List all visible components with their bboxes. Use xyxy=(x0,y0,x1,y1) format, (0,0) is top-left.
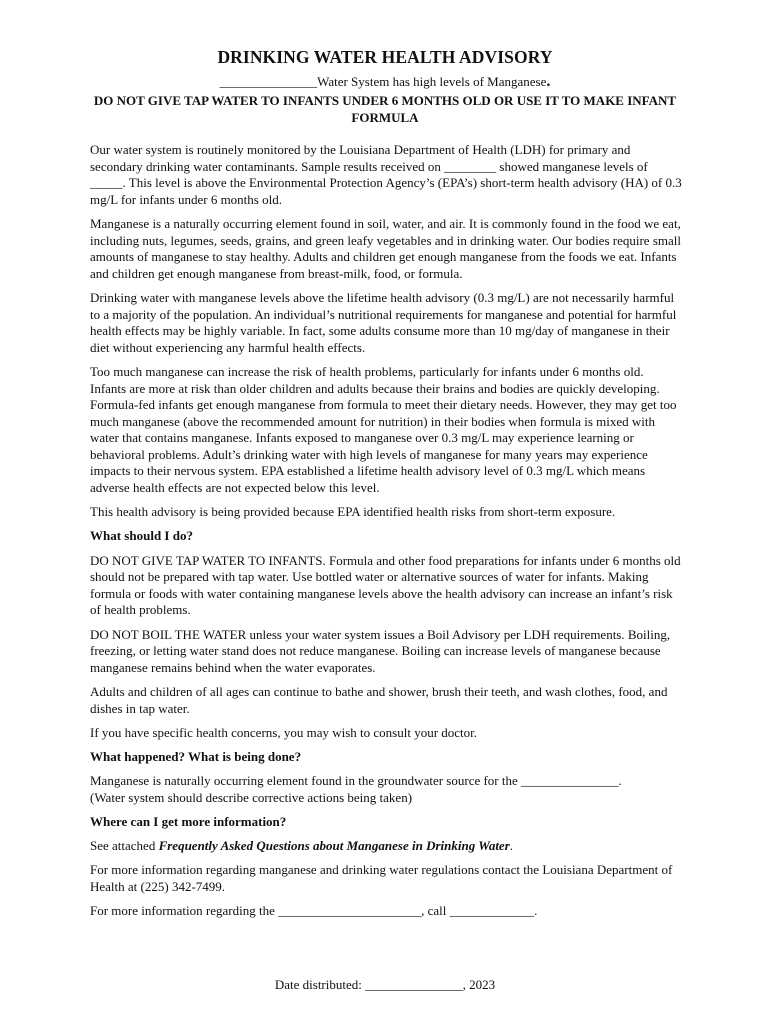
system-contact-call: , call _____________. xyxy=(421,903,538,919)
system-contact-blank: ______________________ xyxy=(278,903,422,919)
heading-what-should-i-do: What should I do? xyxy=(90,528,193,544)
paragraph-see-attached xyxy=(90,838,682,855)
paragraph-bathe-shower: Adults and children of all ages can continue to bathe and shower, brush their teeth, and wash clothes, food, and dishes in tap water. xyxy=(90,683,668,716)
groundwater-period: . xyxy=(618,773,622,789)
infant-warning-heading: DO NOT GIVE TAP WATER TO INFANTS UNDER 6 MONTHS OLD OR USE IT TO MAKE INFANT FORMULA xyxy=(93,93,677,125)
advisory-body xyxy=(90,142,682,927)
paragraph-ldh-contact: For more information regarding manganese and drinking water regulations contact the Louisiana Department of Health at (225) 342-7499. xyxy=(90,862,673,894)
paragraph-system-contact xyxy=(90,903,682,920)
paragraph-do-not-boil: DO NOT BOIL THE WATER unless your water system issues a Boil Advisory per LDH requirements. Boiling, freezing, or letting water stand does not reduce manganese. Boiling can increase levels of manganese because manganese remains behind when the water evaporates. xyxy=(90,626,671,675)
subtitle-period: . xyxy=(546,73,551,90)
groundwater-blank: _______________ xyxy=(521,773,619,789)
subtitle-text: _______________Water System has high levels of Manganese xyxy=(219,74,547,89)
paragraph-advisory-reason: This health advisory is being provided because EPA identified health risks from short-term exposure. xyxy=(90,504,616,520)
paragraph-do-not-give-infants: DO NOT GIVE TAP WATER TO INFANTS. Formula and other food preparations for infants under 6 months old should not be prepared with tap water. Use bottled water or alternative sources of water for infants. Making formula or foods with water containing manganese levels above the health advisory can increase an infant’s risk of health problems. xyxy=(90,552,681,618)
paragraph-monitoring: Our water system is routinely monitored by the Louisiana Department of Health (LDH) for primary and secondary drinking water contaminants. Sample results received on ________ showed manganese levels of _____. This level is above the Environmental Protection Agency’s (EPA’s) short-term health advisory (HA) of 0.3 mg/L for infants under 6 months old. xyxy=(90,142,682,207)
date-distributed: Date distributed: _______________, 2023 xyxy=(274,977,496,992)
paragraph-lifetime-advisory: Drinking water with manganese levels above the lifetime health advisory (0.3 mg/L) are not necessarily harmful to a majority of the population. An individual’s nutritional requirements for manganese and potential for harmful health effects may be highly variable. In fact, some adults consume more than 10 mg/day of manganese in their diet without experiencing any harmful health effects. xyxy=(90,289,677,355)
system-contact-text: For more information regarding the xyxy=(90,903,279,919)
groundwater-text: Manganese is naturally occurring element found in the groundwater source for the xyxy=(90,773,522,789)
corrective-actions-note: (Water system should describe corrective actions being taken) xyxy=(90,789,413,805)
heading-what-happened: What happened? What is being done? xyxy=(90,748,302,764)
see-attached-period: . xyxy=(509,838,514,854)
heading-more-information: Where can I get more information? xyxy=(90,813,287,829)
paragraph-groundwater-source xyxy=(90,773,682,806)
document-title: DRINKING WATER HEALTH ADVISORY xyxy=(217,47,553,67)
water-system-subtitle xyxy=(0,73,770,91)
faq-reference: Frequently Asked Questions about Manganese in Drinking Water xyxy=(158,838,510,854)
paragraph-manganese-element: Manganese is a naturally occurring element found in soil, water, and air. It is commonly found in the food we eat, including nuts, legumes, seeds, grains, and green leafy vegetables and in drinking water. Our bodies require small amounts of manganese to stay healthy. Adults and children get enough manganese from the foods we eat. Infants and children get enough manganese from breast-milk, food, or formula. xyxy=(90,215,681,281)
paragraph-consult-doctor: If you have specific health concerns, you may wish to consult your doctor. xyxy=(90,724,478,740)
see-attached-text: See attached xyxy=(90,838,159,854)
paragraph-health-risks: Too much manganese can increase the risk of health problems, particularly for infants under 6 months old. Infants are more at risk than older children and adults because their brains and bodies are quickly developing. Formula-fed infants get enough manganese from formula to meet their dietary needs. However, they may get too much manganese (above the recommended amount for nutrition) in their bodies when formula is mixed with water that contains manganese. Infants exposed to manganese over 0.3 mg/L may experience learning or behavioral problems. Adult’s drinking water with high levels of manganese for many years may experience impacts to their nervous system. EPA established a lifetime health advisory level of 0.3 mg/L which means adverse health effects are not expected below this level. xyxy=(90,363,677,496)
